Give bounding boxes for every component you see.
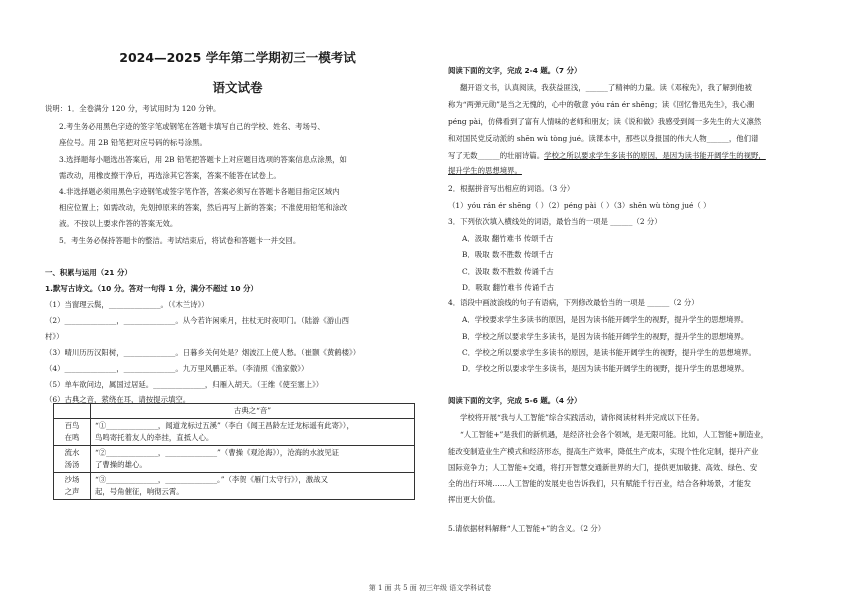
q3-option: D．吸取 翻竹难书 传诵千古 xyxy=(462,283,554,292)
passage-1-heading: 阅读下面的文字，完成 2-4 题。（7 分） xyxy=(448,66,582,75)
section-heading: 一、积累与运用（21 分） xyxy=(45,268,132,277)
instruction-line: 说明：1．全卷满分 120 分，考试用时为 120 分钟。 xyxy=(45,104,221,113)
row-heading-line: 汤汤 xyxy=(64,460,80,469)
q4-option: D．学校之所以要求学生多读书，是因为读书能开阔学生的视野，提升学生的思想境界。 xyxy=(462,364,749,373)
q3-option: B．吸取 数不胜数 传颂千古 xyxy=(462,250,554,259)
passage-2-line: 全的出行环境……人工智能的发展史也告诉我们，只有赋能千行百业，结合各种场景，才能发 xyxy=(448,479,752,488)
wavy-underlined-sentence-end: 提升学生的思想境界。 xyxy=(448,166,522,175)
q1-line: （3）晴川历历汉阳树，______________。日暮乡关何处是？烟波江上使人愁。（崔颢《黄鹤楼》） xyxy=(45,348,361,357)
row-content-line: 鸟鸣寄托着友人的牵挂，直抵人心。 xyxy=(95,433,214,442)
row-content-line: 起，号角催征，响彻云霄。 xyxy=(95,487,184,496)
q1-line: 村》） xyxy=(45,332,64,341)
row-heading-line: 在鸣 xyxy=(64,433,80,442)
table-header: 古典之“音” xyxy=(91,404,415,419)
q1-line: （4）______________，______________。九万里风鹏正举。（李清照《渔家傲》） xyxy=(45,364,309,373)
passage-1-line: péng pài，仿佛看到了富有人情味的老师和朋友；读《说和做》我感受到闻一多先生的大义凛然 xyxy=(448,117,762,126)
passage-1-line: 翻开语文书，认真阅读，我获益匪浅，______了精神的力量。读《邓稼先》，我了解到他被 xyxy=(460,83,752,92)
passage-1-line: 和对国民党反动派的 shēn wù tòng jué。读课本中，那些以身报国的伟大人物______，他们谱 xyxy=(448,134,759,143)
row-heading-line: 百鸟 xyxy=(64,421,80,430)
instruction-line: 2.考生务必用黑色字迹的签字笔或钢笔在答题卡填写自己的学校、姓名、考场号、 xyxy=(59,122,325,131)
row-content xyxy=(91,473,415,500)
instruction-line: 3.选择题每小题选出答案后，用 2B 铅笔把答题卡上对应题目选项的答案信息点涂黑，如 xyxy=(59,155,347,164)
table-row xyxy=(54,419,415,446)
instruction-line: 需改动，用橡皮擦干净后，再选涂其它答案，答案不能答在试卷上。 xyxy=(59,171,281,180)
q1-line: （1）当窗理云鬓，______________。（《木兰诗》） xyxy=(45,300,209,309)
passage-2-line: “人工智能+”是我们的新机遇，是经济社会各个领域，是无限可能。比如，人工智能+制造业， xyxy=(460,430,769,439)
exam-title: 2024—2025 学年第二学期初三一模考试 xyxy=(119,50,356,65)
row-content xyxy=(91,446,415,473)
table-row xyxy=(54,446,415,473)
wavy-underlined-sentence: 学校之所以要求学生多读书的原因，是因为读书能开阔学生的视野， xyxy=(544,151,766,160)
row-heading-line: 流水 xyxy=(64,448,80,457)
question-2-items: （1）yóu rán ér shēng（ ）（2）péng pài（ ）（3）shēn wù tòng jué（ ） xyxy=(448,201,711,210)
q4-option: A．学校要求学生多读书的原因，是因为读书能开阔学生的视野，提升学生的思想境界。 xyxy=(462,315,749,324)
row-content-line: “②______________，______________”（曹操《观沧海》），沧海的水波见证 xyxy=(95,448,340,457)
q4-option: B．学校之所以要求学生多读书，是因为读书能开阔学生的视野，提升学生的思想境界。 xyxy=(462,332,749,341)
row-content-line: 了曹操的雄心。 xyxy=(95,460,147,469)
row-heading-line: 之声 xyxy=(64,487,80,496)
row-heading-line: 沙场 xyxy=(64,475,80,484)
passage-1-line: 称为“两弹元勋”是当之无愧的，心中的敬意 yóu rán ér shēng；读《回忆鲁迅先生》，我心潮 xyxy=(448,100,755,109)
question-2: 2．根据拼音写出相应的词语。（3 分） xyxy=(448,184,575,193)
question-4: 4．语段中画波浪线的句子有语病，下列修改最恰当的一项是 ______（2 分） xyxy=(448,298,699,307)
row-heading xyxy=(54,446,91,473)
q1-line: （6）古典之音，萦绕在耳，请按提示填空。 xyxy=(45,395,191,404)
passage-2-line: 能改变制造业生产模式和经济形态，提高生产效率，降低生产成本，实现个性化定制，提升产业 xyxy=(448,447,759,456)
passage-2-line: 学校将开展“我与人工智能”综合实践活动，请你阅读材料并完成以下任务。 xyxy=(460,413,705,422)
question-3: 3．下列依次填入横线处的词语，最恰当的一项是 ______（2 分） xyxy=(448,217,662,226)
row-heading xyxy=(54,419,91,446)
instruction-line: 座位号。用 2B 铅笔把对应号码的标号涂黑。 xyxy=(59,138,207,147)
passage-2-line: 挥出更大价值。 xyxy=(448,495,500,504)
passage-2-line: 国际竞争力；人工智能+交通，将打开智慧交通新世界的大门，提供更加敏捷、高效、绿色、安 xyxy=(448,463,758,472)
row-heading xyxy=(54,473,91,500)
question-1-heading: 1.默写古诗文。（10 分。答对一句得 1 分，满分不超过 10 分） xyxy=(45,284,258,293)
classical-sound-table xyxy=(53,403,415,500)
passage-1-text: 写了无数______的壮丽诗篇。 xyxy=(448,151,545,160)
question-5: 5.请依据材料解释“人工智能+”的含义。（2 分） xyxy=(448,524,606,533)
exam-subtitle: 语文试卷 xyxy=(212,80,263,95)
table-corner xyxy=(54,404,91,419)
instruction-line: 5．考生务必保持答题卡的整洁。考试结束后，将试卷和答题卡一并交回。 xyxy=(59,236,301,245)
instruction-line: 相应位置上；如需改动，先划掉原来的答案，然后再写上新的答案；不准使用铅笔和涂改 xyxy=(59,203,348,212)
page-footer: 第 1 面 共 5 面 初三年级 语文学科试卷 xyxy=(368,584,492,592)
passage-2-heading: 阅读下面的文字，完成 5-6 题。（4 分） xyxy=(448,396,582,405)
passage-1-line xyxy=(448,151,766,160)
instruction-line: 液。不按以上要求作答的答案无效。 xyxy=(59,219,178,228)
instruction-line: 4.非选择题必须用黑色字迹钢笔或签字笔作答，答案必须写在答题卡各题目指定区域内 xyxy=(59,187,340,196)
q3-option: C．汲取 数不胜数 传诵千古 xyxy=(462,267,554,276)
row-content-line: “③______________，______________。”（李贺《雁门太守行》），激战又 xyxy=(95,475,328,484)
q3-option: A．汲取 翻竹难书 传颂千古 xyxy=(462,234,554,243)
q1-line: （5）单车欲问边，属国过居延。______________，归雁入胡天。（王维《使至塞上》） xyxy=(45,380,324,389)
row-content xyxy=(91,419,415,446)
q1-line: （2）______________，______________。从今若许闲乘月，拄杖无时夜叩门。（陆游《游山西 xyxy=(45,316,350,325)
row-content-line: “①______________，闻道龙标过五溪”（李白《闻王昌龄左迁龙标遥有此寄》）， xyxy=(95,421,354,430)
table-row xyxy=(54,473,415,500)
q4-option: C．学校之所以要求学生多读书的原因，是读书能开阔学生的视野，提升学生的思想境界。 xyxy=(462,348,756,357)
